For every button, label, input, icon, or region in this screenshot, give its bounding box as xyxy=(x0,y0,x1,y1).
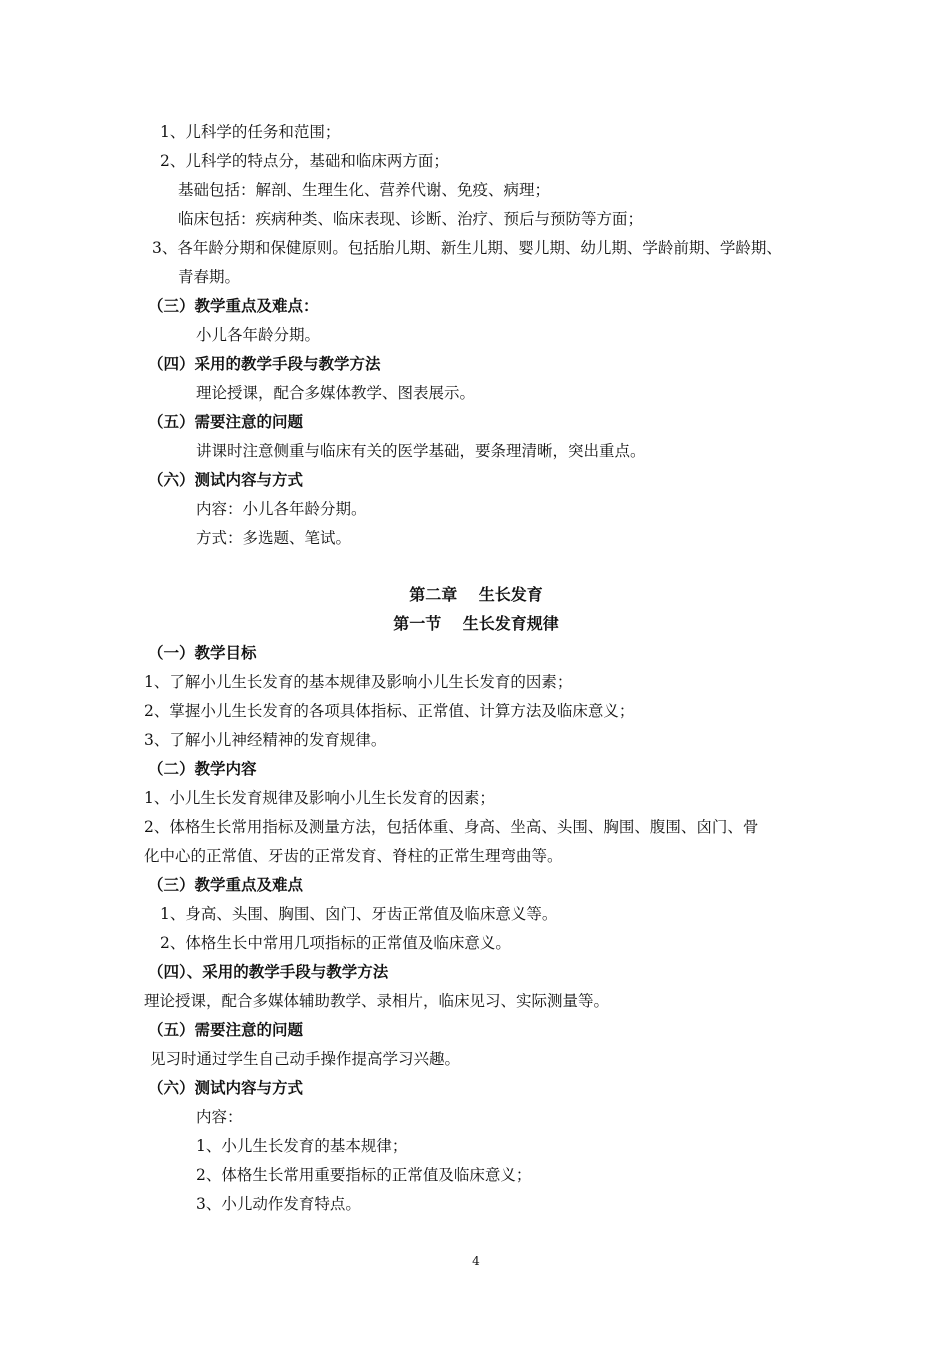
list-item: 2、体格生长中常用几项指标的正常值及临床意义。 xyxy=(160,934,511,952)
paragraph: 理论授课，配合多媒体教学、图表展示。 xyxy=(196,384,476,402)
section-heading: （三）教学重点及难点： xyxy=(148,296,319,315)
section-heading: （四）采用的教学手段与教学方法 xyxy=(148,354,381,373)
paragraph: 内容：小儿各年龄分期。 xyxy=(196,500,367,518)
paragraph: 见习时通过学生自己动手操作提高学习兴趣。 xyxy=(150,1050,461,1068)
list-item: 1、小儿生长发育规律及影响小儿生长发育的因素； xyxy=(144,789,495,807)
paragraph: 内容： xyxy=(196,1108,243,1126)
list-item: 1、身高、头围、胸围、囟门、牙齿正常值及临床意义等。 xyxy=(160,905,558,923)
list-item: 1、儿科学的任务和范围； xyxy=(160,123,341,141)
list-item: 2、儿科学的特点分，基础和临床两方面； xyxy=(160,152,449,170)
section-heading: （六）测试内容与方式 xyxy=(148,1078,304,1097)
list-item: 青春期。 xyxy=(178,268,241,286)
section-heading: （一）教学目标 xyxy=(148,643,257,662)
section-heading: （二）教学内容 xyxy=(148,759,257,778)
list-item: 2、体格生长常用指标及测量方法，包括体重、身高、坐高、头围、胸围、腹围、囟门、骨 xyxy=(144,818,759,836)
list-item: 3、各年龄分期和保健原则。包括胎儿期、新生儿期、婴儿期、幼儿期、学龄前期、学龄期、 xyxy=(152,239,782,257)
section-heading: （五）需要注意的问题 xyxy=(148,412,304,431)
section-heading: （五）需要注意的问题 xyxy=(148,1020,304,1039)
paragraph: 讲课时注意侧重与临床有关的医学基础，要条理清晰，突出重点。 xyxy=(196,442,646,460)
paragraph: 理论授课，配合多媒体辅助教学、录相片，临床见习、实际测量等。 xyxy=(144,992,610,1010)
section-heading: （四）、采用的教学手段与教学方法 xyxy=(148,962,389,981)
list-item: 3、小儿动作发育特点。 xyxy=(196,1195,361,1213)
section-heading: （三）教学重点及难点 xyxy=(148,875,304,894)
list-item: 3、了解小儿神经精神的发育规律。 xyxy=(144,731,387,749)
list-item: 基础包括：解剖、生理生化、营养代谢、免疫、病理； xyxy=(178,181,551,199)
list-item: 临床包括：疾病种类、临床表现、诊断、治疗、预后与预防等方面； xyxy=(178,210,644,228)
list-item: 1、了解小儿生长发育的基本规律及影响小儿生长发育的因素； xyxy=(144,673,573,691)
list-item: 化中心的正常值、牙齿的正常发育、脊柱的正常生理弯曲等。 xyxy=(144,847,563,865)
page-number: 4 xyxy=(472,1254,480,1268)
section-title: 第一节 生长发育规律 xyxy=(393,614,559,633)
paragraph: 方式：多选题、笔试。 xyxy=(196,529,352,547)
list-item: 2、体格生长常用重要指标的正常值及临床意义； xyxy=(196,1166,532,1184)
section-heading: （六）测试内容与方式 xyxy=(148,470,304,489)
list-item: 1、小儿生长发育的基本规律； xyxy=(196,1137,408,1155)
paragraph: 小儿各年龄分期。 xyxy=(196,326,321,344)
chapter-title: 第二章 生长发育 xyxy=(409,585,543,604)
list-item: 2、掌握小儿生长发育的各项具体指标、正常值、计算方法及临床意义； xyxy=(144,702,635,720)
